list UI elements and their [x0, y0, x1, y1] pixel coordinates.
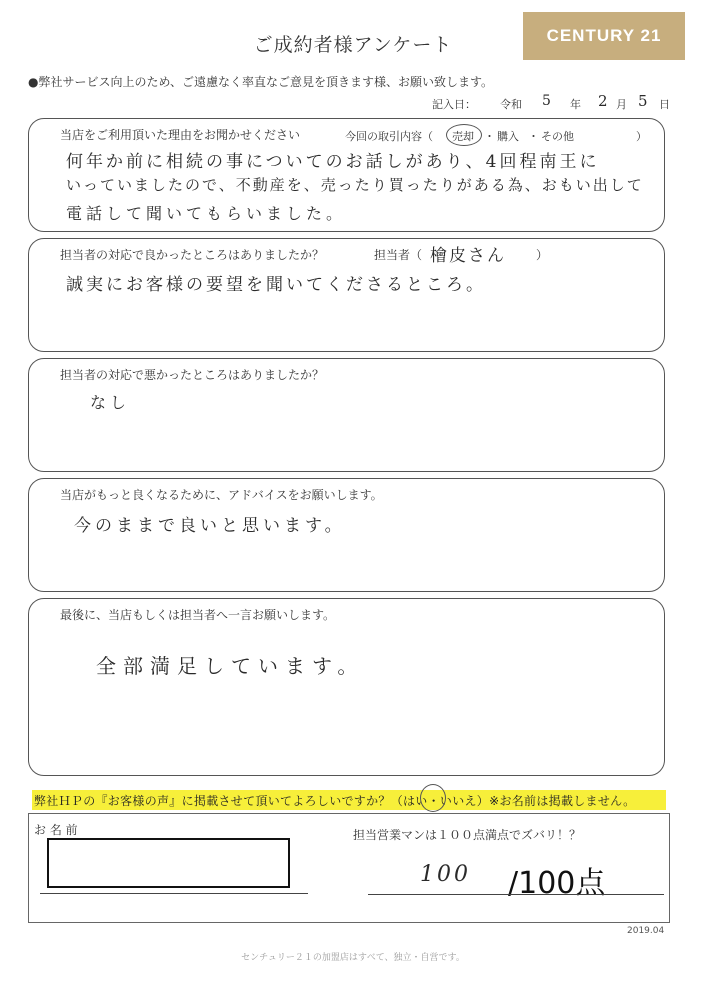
- deal-type-close: ）: [636, 130, 647, 143]
- deal-sell-circle-icon: [446, 124, 482, 146]
- deal-option-other: その他: [541, 130, 574, 143]
- score-handwritten: 100: [420, 862, 471, 887]
- bad-points-question: 担当者の対応で悪かったところはありましたか？: [60, 368, 325, 382]
- consent-text: 弊社ＨＰの『お客様の声』に掲載させて頂いてよろしいですか？（はい・いいえ）※お名前は掲載しません。: [34, 794, 636, 808]
- score-underline: [368, 894, 664, 895]
- date-label: 記入日：: [432, 98, 476, 111]
- date-month: 2: [598, 92, 612, 110]
- final-comment-answer: 全部満足しています。: [96, 654, 365, 678]
- staff-label: 担当者（: [374, 248, 423, 262]
- final-comment-question: 最後に、当店もしくは担当者へ一言お願いします。: [60, 608, 336, 622]
- advice-question: 当店がもっと良くなるために、アドバイスをお願いします。: [60, 488, 383, 502]
- advice-answer: 今のままで良いと思います。: [74, 516, 346, 536]
- form-code: 2019.04: [627, 926, 665, 936]
- date-month-unit: 月: [616, 98, 627, 111]
- date-year-unit: 年: [570, 98, 581, 111]
- intro-text: ●弊社サービス向上のため、ご遠慮なく率直なご意見を頂きます様、お願い致します。: [28, 75, 494, 89]
- bad-points-answer: なし: [90, 393, 131, 412]
- name-redaction-box: [47, 838, 290, 888]
- reason-question: 当店をご利用頂いた理由をお聞かせください: [60, 128, 301, 142]
- good-points-question: 担当者の対応で良かったところはありましたか？: [60, 248, 325, 262]
- staff-close: ）: [536, 248, 549, 262]
- form-title: ご成約者様アンケート: [253, 34, 453, 56]
- name-label: お 名 前: [34, 823, 78, 837]
- reason-answer-line-1: 何年か前に相続の事についてのお話しがあり、4回程南王に: [66, 152, 600, 172]
- deal-type-label: 今回の取引内容（: [345, 130, 433, 143]
- century21-logo: CENTURY 21: [523, 12, 685, 60]
- date-era: 令和: [500, 98, 522, 111]
- date-day: 5: [638, 92, 652, 110]
- footer-note: センチュリー２１の加盟店はすべて、独立・自営です。: [241, 953, 465, 963]
- reason-answer-line-2: いっていましたので、不動産を、売ったり買ったりがある為、おもい出して: [66, 176, 644, 194]
- deal-option-buy: 購入: [497, 130, 519, 143]
- consent-yes-circle-icon: [420, 784, 446, 812]
- date-year: 5: [542, 93, 555, 109]
- score-total: /100点: [508, 866, 606, 901]
- deal-separator-1: ・: [484, 130, 495, 143]
- name-underline: [40, 893, 308, 894]
- date-day-unit: 日: [659, 98, 670, 111]
- deal-option-sell: 売却: [452, 130, 474, 143]
- deal-separator-2: ・: [528, 130, 539, 143]
- good-points-answer: 誠実にお客様の要望を聞いてくださるところ。: [66, 275, 486, 295]
- staff-name: 檜皮さん: [430, 246, 506, 266]
- score-question: 担当営業マンは１００点満点でズバリ！？: [353, 828, 582, 842]
- final-comment-section: [28, 598, 665, 776]
- reason-answer-line-3: 電話して聞いてもらいました。: [66, 204, 347, 223]
